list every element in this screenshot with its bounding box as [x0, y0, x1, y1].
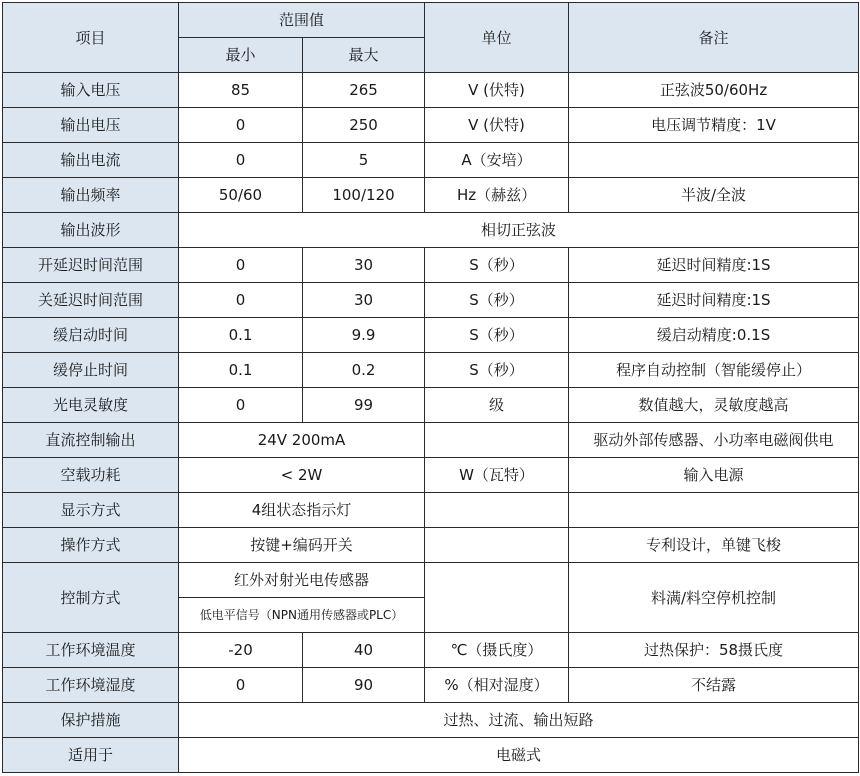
row-item: 工作环境湿度 — [3, 668, 179, 703]
row-unit: ℃（摄氏度） — [425, 633, 569, 668]
row-unit: A（安培） — [425, 143, 569, 178]
row-max: 99 — [303, 388, 425, 423]
row-unit: S（秒） — [425, 318, 569, 353]
table-row — [3, 318, 859, 353]
row-note: 专利设计，单键飞梭 — [569, 528, 859, 563]
row-item: 工作环境温度 — [3, 633, 179, 668]
row-max: 5 — [303, 143, 425, 178]
row-note: 半波/全波 — [569, 178, 859, 213]
header-unit: 单位 — [425, 3, 569, 73]
row-note: 正弦波50/60Hz — [569, 73, 859, 108]
table-row — [3, 633, 859, 668]
table-row — [3, 283, 859, 318]
row-item: 关延迟时间范围 — [3, 283, 179, 318]
row-range-primary: 红外对射光电传感器 — [179, 563, 425, 598]
header-max: 最大 — [303, 38, 425, 73]
row-min: 0 — [179, 108, 303, 143]
row-item: 光电灵敏度 — [3, 388, 179, 423]
row-unit: W（瓦特） — [425, 458, 569, 493]
row-note: 输入电源 — [569, 458, 859, 493]
row-span-value: 过热、过流、输出短路 — [179, 703, 859, 738]
table-row — [3, 528, 859, 563]
row-min: 0.1 — [179, 353, 303, 388]
table-row — [3, 738, 859, 773]
row-unit: V (伏特) — [425, 108, 569, 143]
row-unit: S（秒） — [425, 283, 569, 318]
row-note: 程序自动控制（智能缓停止） — [569, 353, 859, 388]
table-row — [3, 563, 859, 598]
row-range-secondary: 低电平信号（NPN通用传感器或PLC） — [179, 598, 425, 633]
header-min: 最小 — [179, 38, 303, 73]
table-row — [3, 388, 859, 423]
row-note: 过热保护：58摄氏度 — [569, 633, 859, 668]
row-item: 输出波形 — [3, 213, 179, 248]
table-row — [3, 423, 859, 458]
row-unit — [425, 493, 569, 528]
row-item: 操作方式 — [3, 528, 179, 563]
row-min: 0 — [179, 248, 303, 283]
row-note — [569, 143, 859, 178]
spec-table — [2, 2, 859, 773]
row-max: 265 — [303, 73, 425, 108]
row-note: 不结露 — [569, 668, 859, 703]
row-min: 0.1 — [179, 318, 303, 353]
row-unit — [425, 528, 569, 563]
header-range: 范围值 — [179, 3, 425, 38]
row-unit: S（秒） — [425, 353, 569, 388]
row-range: 按键+编码开关 — [179, 528, 425, 563]
row-note: 缓启动精度:0.1S — [569, 318, 859, 353]
row-min: -20 — [179, 633, 303, 668]
row-note: 电压调节精度：1V — [569, 108, 859, 143]
row-note: 驱动外部传感器、小功率电磁阀供电 — [569, 423, 859, 458]
row-item: 缓启动时间 — [3, 318, 179, 353]
row-range: 24V 200mA — [179, 423, 425, 458]
table-row — [3, 178, 859, 213]
table-row — [3, 668, 859, 703]
row-min: 85 — [179, 73, 303, 108]
row-min: 0 — [179, 668, 303, 703]
row-min: 0 — [179, 388, 303, 423]
row-span-value: 电磁式 — [179, 738, 859, 773]
row-note: 延迟时间精度:1S — [569, 248, 859, 283]
row-unit — [425, 563, 569, 633]
row-item: 空载功耗 — [3, 458, 179, 493]
row-unit: %（相对湿度） — [425, 668, 569, 703]
table-row — [3, 108, 859, 143]
table-row — [3, 703, 859, 738]
row-unit: Hz（赫兹） — [425, 178, 569, 213]
row-max: 30 — [303, 283, 425, 318]
row-item: 直流控制输出 — [3, 423, 179, 458]
row-range: 4组状态指示灯 — [179, 493, 425, 528]
table-row — [3, 458, 859, 493]
row-unit — [425, 423, 569, 458]
row-note — [569, 493, 859, 528]
row-range: < 2W — [179, 458, 425, 493]
row-item: 输出频率 — [3, 178, 179, 213]
row-unit: V (伏特) — [425, 73, 569, 108]
row-max: 90 — [303, 668, 425, 703]
table-row — [3, 213, 859, 248]
row-item: 显示方式 — [3, 493, 179, 528]
row-item: 适用于 — [3, 738, 179, 773]
table-row — [3, 353, 859, 388]
row-max: 40 — [303, 633, 425, 668]
row-min: 0 — [179, 283, 303, 318]
row-max: 100/120 — [303, 178, 425, 213]
row-note: 延迟时间精度:1S — [569, 283, 859, 318]
row-item: 输出电压 — [3, 108, 179, 143]
header-note: 备注 — [569, 3, 859, 73]
table-row — [3, 143, 859, 178]
table-row — [3, 73, 859, 108]
row-max: 250 — [303, 108, 425, 143]
row-min: 0 — [179, 143, 303, 178]
header-row — [3, 3, 859, 38]
row-item: 缓停止时间 — [3, 353, 179, 388]
header-item: 项目 — [3, 3, 179, 73]
table-row — [3, 493, 859, 528]
row-item: 保护措施 — [3, 703, 179, 738]
row-item: 输出电流 — [3, 143, 179, 178]
row-min: 50/60 — [179, 178, 303, 213]
row-unit: S（秒） — [425, 248, 569, 283]
row-item: 开延迟时间范围 — [3, 248, 179, 283]
row-max: 9.9 — [303, 318, 425, 353]
table-row — [3, 248, 859, 283]
row-max: 0.2 — [303, 353, 425, 388]
row-unit: 级 — [425, 388, 569, 423]
row-note: 数值越大，灵敏度越高 — [569, 388, 859, 423]
row-span-value: 相切正弦波 — [179, 213, 859, 248]
row-max: 30 — [303, 248, 425, 283]
row-item: 控制方式 — [3, 563, 179, 633]
row-note: 料满/料空停机控制 — [569, 563, 859, 633]
row-item: 输入电压 — [3, 73, 179, 108]
